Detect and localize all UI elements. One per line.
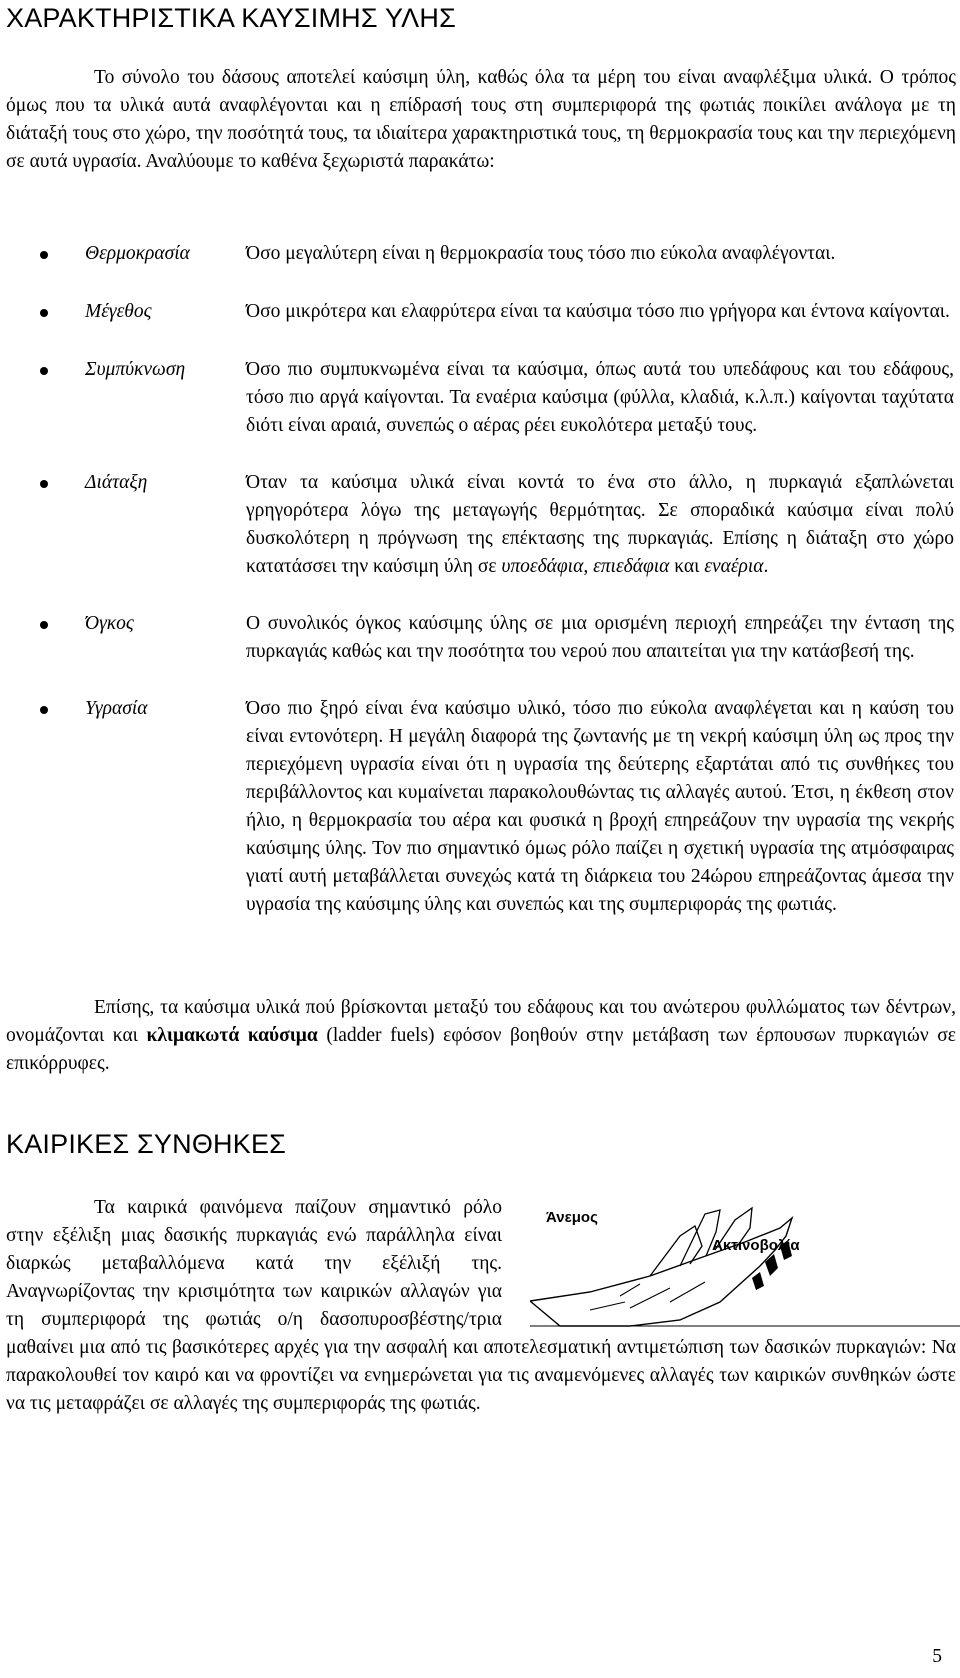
- ladder-fuels-paragraph: Επίσης, τα καύσιμα υλικά πού βρίσκονται μεταξύ του εδάφους και του ανώτερου φυλλώματος των δέντρων, ονομάζονται και κλιμακωτά καύσιμα (ladder fuels) εφόσον βοηθούν στην μετάβαση των έρπουσων πυρκαγιών σε επικόρρυφες.: [6, 997, 956, 1074]
- bullet-icon: [40, 480, 48, 488]
- item-term: Συμπύκνωση: [85, 359, 186, 380]
- bullet-icon: [40, 621, 48, 629]
- item-description: Όσο πιο συμπυκνωμένα είναι τα καύσιμα, όπως αυτά του υπεδάφους και του εδάφους, τόσο πιο αργά καίγονται. Τα εναέρια καύσιμα (φύλλα, κλαδιά, κ.λ.π.) καίγονται ταχύτατα διότι είναι αραιά, συνεπώς ο αέρας ρέει ευκολότερα μεταξύ τους.: [246, 359, 954, 436]
- item-description: Όσο μεγαλύτερη είναι η θερμοκρασία τους τόσο πιο εύκολα αναφλέγονται.: [246, 243, 836, 264]
- radiation-label: Ακτινοβολία: [712, 1237, 800, 1254]
- list-item: [0, 695, 960, 975]
- fuel-characteristics-list: [0, 240, 960, 975]
- list-item: [0, 610, 960, 694]
- ladder-fuels-term: κλιμακωτά καύσιμα: [146, 1025, 318, 1046]
- item-term: Όγκος: [85, 613, 134, 634]
- item-description: Όσο μικρότερα και ελαφρύτερα είναι τα καύσιμα τόσο πιο γρήγορα και έντονα καίγονται.: [246, 301, 950, 322]
- item-description: Ο συνολικός όγκος καύσιμης ύλης σε μια ορισμένη περιοχή επηρεάζει την ένταση της πυρκαγιάς καθώς και την ποσότητα του νερού που απαιτείται για την κατάσβεσή της.: [246, 613, 954, 662]
- list-item: [0, 356, 960, 468]
- section-title-fuel-characteristics: ΧΑΡΑΚΤΗΡΙΣΤΙΚΑ ΚΑΥΣΙΜΗΣ ΥΛΗΣ: [6, 3, 456, 33]
- bullet-icon: [40, 367, 48, 375]
- intro-paragraph: Το σύνολο του δάσους αποτελεί καύσιμη ύλη, καθώς όλα τα μέρη του είναι αναφλέξιμα υλικά. Ο τρόπος όμως που τα υλικά αυτά αναφλέγονται και η επίδρασή τους στη συμπεριφορά της φωτιάς ποικίλει ανάλογα με τη διάταξή τους στο χώρο, την ποσότητά τους, τα ιδιαίτερα χαρακτηριστικά τους, τη θερμοκρασία τους και την περιεχόμενη σε αυτά υγρασία. Αναλύουμε το καθένα ξεχωριστά παρακάτω:: [6, 67, 956, 172]
- section-title-weather-conditions: ΚΑΙΡΙΚΕΣ ΣΥΝΘΗΚΕΣ: [6, 1129, 287, 1159]
- list-item: [0, 240, 960, 296]
- bullet-icon: [40, 251, 48, 259]
- wind-radiation-diagram: [530, 1206, 960, 1330]
- bullet-icon: [40, 706, 48, 714]
- item-term: Διάταξη: [85, 472, 148, 493]
- item-description: Όταν τα καύσιμα υλικά είναι κοντά το ένα στο άλλο, η πυρκαγιά εξαπλώνεται γρηγορότερα λόγω της μεταγωγής θερμότητας. Σε σποραδικά καύσιμα είναι πολύ δυσκολότερη η πρόγνωση της επέκτασης της πυρκαγιάς. Επίσης η διάταξη στο χώρο κατατάσσει την καύσιμη ύλη σε υποεδάφια, επιεδάφια και εναέρια.: [246, 472, 954, 577]
- weather-paragraph: Τα καιρικά φαινόμενα παίζουν σημαντικό ρόλο στην εξέλιξη μιας δασικής πυρκαγιάς ενώ παράλληλα είναι διαρκώς μεταβαλλόμενα κατά την εξέλιξή της. Αναγνωρίζοντας την κρισιμότητα των καιρικών αλλαγών για τη συμπεριφορά της φωτιάς ο/η δασοπυροσβέστης/τρια μαθαίνει μια από τις βασικότερες αρχές για την ασφαλή και αποτελεσματική αντιμετώπιση των δασικών πυρκαγιών: Να παρακολουθεί τον καιρό και να φροντίζει να ενημερώνεται για τις αναμενόμενες αλλαγές των καιρικών συνθηκών ώστε να τις μεταφράζει σε αλλαγές της συμπεριφοράς της φωτιάς.: [6, 1194, 956, 1418]
- list-item: [0, 298, 960, 355]
- item-term: Υγρασία: [85, 698, 148, 719]
- wind-label: Άνεμος: [546, 1209, 598, 1226]
- item-description: Όσο πιο ξηρό είναι ένα καύσιμο υλικό, τόσο πιο εύκολα αναφλέγεται και η καύση του είναι εντονότερη. Η μεγάλη διαφορά της ζωντανής με τη νεκρή καύσιμη ύλη ως προς την περιεχόμενη υγρασία είναι ότι η υγρασία της δεύτερης εξαρτάται από τις συνθήκες του περιβάλλοντος και κυμαίνεται παρακολουθώντας τις αλλαγές αυτού. Έτσι, η έκθεση στον ήλιο, η θερμοκρασία του αέρα και φυσικά η βροχή επηρεάζουν την υγρασία της νεκρής καύσιμης ύλης. Τον πιο σημαντικό όμως ρόλο παίζει η σχετική υγρασία της ατμόσφαιρας γιατί αυτή μεταβάλλεται συνεχώς κατά τη διάρκεια του 24ώρου επηρεάζοντας άμεσα την υγρασία της καύσιμης ύλης και συνεπώς και της συμπεριφοράς της φωτιάς.: [246, 698, 954, 915]
- item-term: Μέγεθος: [85, 301, 152, 322]
- page-number: 5: [932, 1646, 942, 1667]
- list-item: [0, 469, 960, 609]
- bullet-icon: [40, 309, 48, 317]
- item-term: Θερμοκρασία: [85, 243, 190, 264]
